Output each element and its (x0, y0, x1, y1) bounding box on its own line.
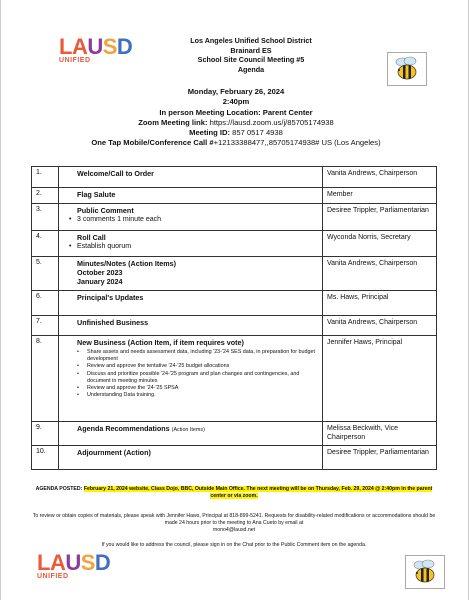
agenda-row: 3. Public Comment • 3 comments 1 minute each Desiree Trippler, Parliamentarian (32, 204, 437, 231)
agenda-row: 2. Flag Salute Member (32, 188, 437, 204)
list-item: • Discuss and prioritize possible '24-'25 program and plan changes and contingencies, and document in meeting minutes (77, 371, 318, 385)
agenda-row: 6. Principal's Updates Ms. Haws, Principal (32, 291, 437, 316)
agenda-row: 4. Roll Call • Establish quorum Wyconda Norris, Secretary (32, 231, 437, 257)
agenda-posted-note: AGENDA POSTED: February 21, 2024 website, Class Dojo, BBC, Outside Main Office. The next meeting will be on Thursday, Feb. 29, 2024 @ 2:40pm in the parent center or via zoom. (35, 486, 433, 500)
list-item: • Review and approve the tentative '24-'25 budget allocations (77, 363, 318, 370)
meeting-id-line: Meeting ID: 857 0517 4938 (189, 128, 283, 138)
agenda-row: 9. Agenda Recommendations (Action Items) Melissa Beckwith, Vice Chairperson (32, 422, 437, 446)
agenda-row: 8. New Business (Action Item, if item requires vote) • Share assets and needs assessment data, including '23-'24 SES data, in preparation for budget development • Review and approve the tentative '24-'25 budget allocations • Discuss and prioritize possible '24-'25 program and plan changes and contingencies, and document in meeting minutes • Review and approve the '24-'25 SPSA • Understanding Data training. Jennifer Haws, Principal (32, 336, 437, 422)
lausd-logo: LAUSD UNIFIED (59, 34, 133, 64)
agenda-row: 7. Unfinished Business Vanita Andrews, Chairperson (32, 316, 437, 336)
zoom-link[interactable]: https://lausd.zoom.us/j/85705174938 (209, 117, 334, 127)
agenda-table (31, 166, 437, 470)
district-name: Los Angeles Unified School District (190, 36, 312, 45)
zoom-link-line: Zoom Meeting link: https://lausd.zoom.us/j/85705174938 (138, 117, 334, 127)
list-item: • Understanding Data training. (77, 392, 318, 399)
contact-note: To review or obtain copies of materials, please speak with Jennifer Haws, Principal at 818-899-5241. Requests for disability-related modifications or accommodations should be made 24 hours prior to the meeting to Ana Cueto by email at mono4@lausd.net (32, 513, 436, 534)
meeting-time: 2:40pm (222, 97, 250, 107)
bee-icon (405, 555, 445, 589)
address-council-note: If you would like to address the council, please sign in on the Chat prior to the Public Comment item on the agenda. (101, 542, 367, 548)
document-header (101, 36, 401, 74)
meeting-location: In person Meeting Location: Parent Center (159, 107, 313, 117)
meeting-date: Monday, February 26, 2024 (187, 87, 285, 96)
agenda-row: 10. Adjournment (Action) Desiree Trippler, Parliamentarian (32, 446, 437, 470)
school-name: Brainard ES (230, 45, 272, 55)
list-item: • Review and approve the '24-'25 SPSA (77, 385, 318, 392)
lausd-logo: LAUSD UNIFIED (37, 550, 111, 580)
agenda-row: 1. Welcome/Call to Order Vanita Andrews, Chairperson (32, 167, 437, 188)
phone-line: One Tap Mobile/Conference Call #+12133388477,,85705174938# US (Los Angeles) (91, 138, 381, 148)
list-item: • Share assets and needs assessment data, including '23-'24 SES data, in preparation for budget development (77, 349, 318, 363)
new-business-list (63, 349, 318, 399)
meeting-details (31, 87, 441, 149)
meeting-title: School Site Council Meeting #5 (197, 55, 305, 64)
agenda-heading: Agenda (237, 64, 265, 74)
agenda-row: 5. Minutes/Notes (Action Items) October 2023 January 2024 Vanita Andrews, Chairperson (32, 257, 437, 291)
contact-email[interactable]: mono4@lausd.net (212, 527, 256, 534)
